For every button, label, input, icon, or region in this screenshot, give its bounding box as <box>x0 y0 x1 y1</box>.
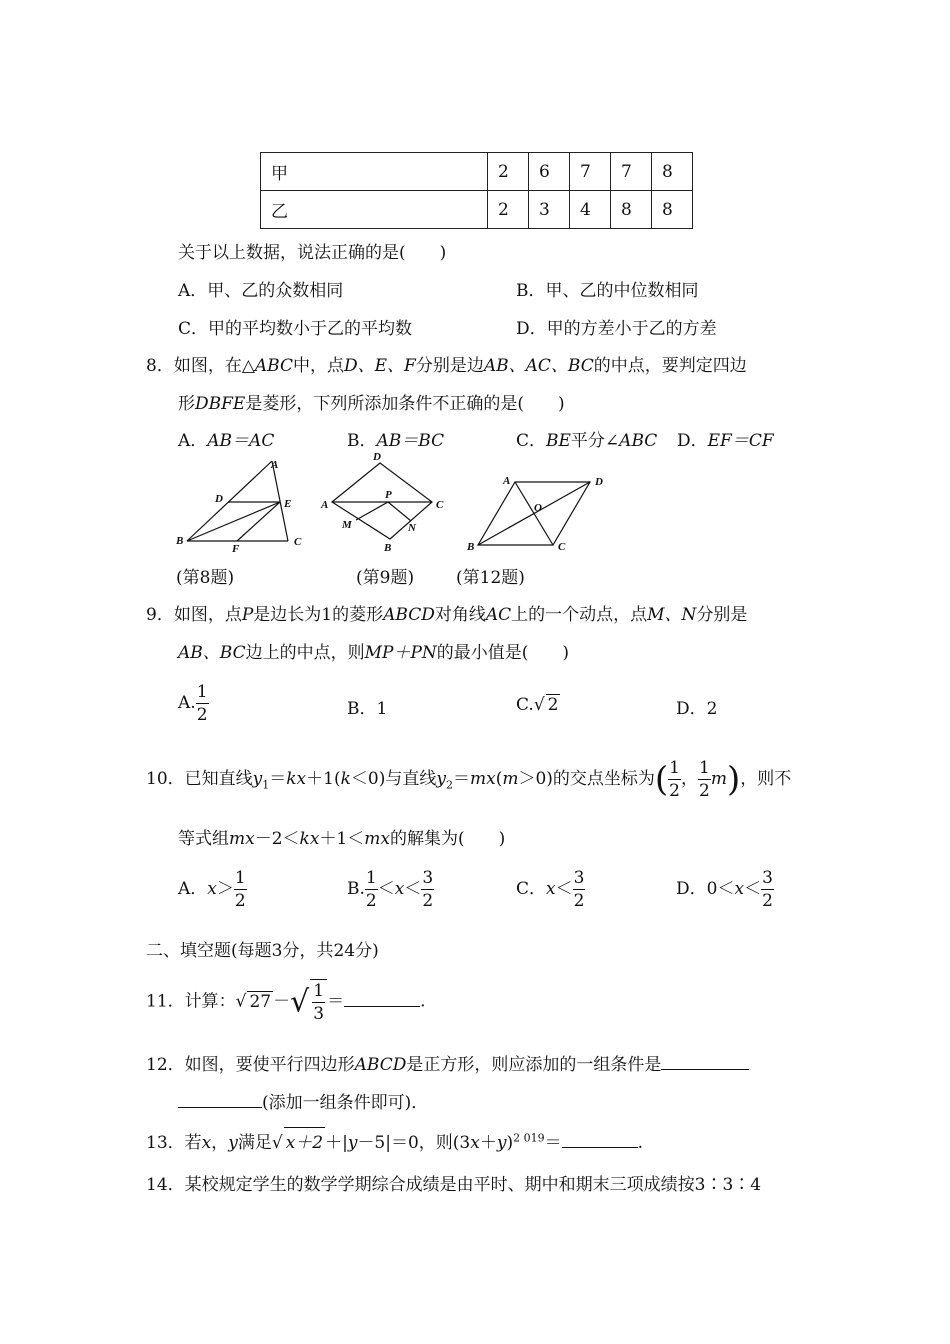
q9-option-d: D．2 <box>676 699 718 719</box>
denominator: 2 <box>422 891 434 911</box>
table-cell: 7 <box>611 153 652 191</box>
label: A. <box>178 693 196 713</box>
q10-option-b <box>347 867 434 912</box>
text: 中，点 <box>293 356 344 376</box>
text: ＋1＜ <box>319 829 365 849</box>
text: 如图，点 <box>173 605 242 625</box>
text: ＝ <box>544 1133 562 1153</box>
section-heading: 二、填空题(每题3分，共24分) <box>146 941 379 961</box>
q11-number: 11． <box>146 991 185 1012</box>
fraction <box>310 979 327 1025</box>
text: . <box>420 991 426 1012</box>
math: y <box>347 1133 358 1153</box>
math: ABCD <box>354 1055 407 1075</box>
math: ABC <box>254 356 293 376</box>
subscript: 1 <box>262 778 270 792</box>
q12-number: 12． <box>146 1055 185 1075</box>
answer-blank[interactable] <box>344 988 420 1007</box>
text: 已知直线 <box>184 769 253 789</box>
text: 的最小值是( ) <box>436 643 570 663</box>
label-a: A <box>321 499 329 511</box>
label: C． <box>516 431 547 451</box>
text: ＋ <box>479 1133 497 1153</box>
text: ＜0)与直线 <box>350 769 437 789</box>
numerator: 1 <box>365 868 377 888</box>
denominator: 2 <box>196 705 208 725</box>
label-a: A <box>271 459 279 471</box>
math: AC <box>485 605 512 625</box>
table-cell: 7 <box>570 153 611 191</box>
fraction <box>668 757 681 802</box>
math: D、E、F <box>344 356 416 376</box>
label-d: D <box>215 493 223 505</box>
q8-line2 <box>178 389 565 414</box>
label: B. <box>347 879 365 899</box>
radicand: x＋2 <box>284 1127 325 1153</box>
q9-line2 <box>178 638 569 663</box>
math: ABC <box>619 431 658 451</box>
label-m: M <box>342 519 352 531</box>
numerator: 3 <box>573 868 585 888</box>
q10-option-d <box>676 867 774 912</box>
exponent: 2 019 <box>513 1131 545 1145</box>
math: mx <box>469 769 496 789</box>
numerator: 1 <box>699 758 710 778</box>
table-cell: 6 <box>529 153 570 191</box>
fraction <box>698 757 711 802</box>
q7-option-d: D．甲的方差小于乙的方差 <box>516 319 717 339</box>
label-c: C <box>294 536 302 548</box>
q7-option-c: C．甲的平均数小于乙的平均数 <box>178 319 413 339</box>
q10-line1 <box>146 757 791 802</box>
table-cell: 8 <box>611 191 652 229</box>
text: ＞0)的交点坐标为 <box>518 769 655 789</box>
text: 如图，在△ <box>173 356 255 376</box>
line-pn <box>388 502 411 521</box>
math: x <box>470 1133 480 1153</box>
math: y <box>228 1133 238 1153</box>
text: 是正方形，则应添加的一组条件是 <box>406 1055 662 1075</box>
text: ＜ <box>377 879 395 899</box>
text: 是菱形，下列所添加条件不正确的是( ) <box>245 394 565 414</box>
text: (添加一组条件即可)． <box>262 1093 429 1113</box>
label-d: D <box>373 451 381 463</box>
text: ， <box>681 769 698 789</box>
label-b: B <box>176 535 184 547</box>
text: ＜ <box>744 879 762 899</box>
q10-option-a <box>178 867 247 912</box>
q10-line2 <box>178 824 505 849</box>
text: 边上的中点，则 <box>245 643 365 663</box>
answer-blank[interactable] <box>661 1051 749 1070</box>
q12-line2 <box>178 1088 428 1113</box>
q11: 11．计算：√ 27 －√ $\frac{1}{3}$ ＝ . <box>146 981 426 1024</box>
text: 满足 <box>237 1133 272 1153</box>
math: kx <box>299 829 320 849</box>
label: B． <box>347 431 377 451</box>
q7-option-a: A．甲、乙的众数相同 <box>178 281 344 301</box>
table-cell: 4 <box>570 191 611 229</box>
text: ＝ <box>327 991 345 1012</box>
denominator: 2 <box>365 891 377 911</box>
figure-12 <box>462 470 612 556</box>
fraction <box>761 867 774 912</box>
numerator: 1 <box>669 758 680 778</box>
label: C． <box>516 879 547 899</box>
math: AB、BC <box>178 643 246 663</box>
text: ( <box>495 769 503 789</box>
label-o: O <box>534 502 542 514</box>
label: D． <box>677 431 708 451</box>
text: 等式组 <box>178 829 229 849</box>
math: mx <box>364 829 390 849</box>
label-a: A <box>503 475 511 487</box>
q8-option-c <box>516 426 657 451</box>
table-cell: 2 <box>488 191 529 229</box>
q12-line1 <box>146 1050 749 1075</box>
text: 计算： <box>184 991 236 1012</box>
line-fe <box>237 502 280 541</box>
q7-option-b: B．甲、乙的中位数相同 <box>516 281 699 301</box>
math: y <box>496 1133 507 1153</box>
text: －5|＝0，则(3 <box>357 1133 471 1153</box>
denominator: 2 <box>234 891 246 911</box>
text: 若 <box>184 1133 202 1153</box>
label-c: C <box>436 499 444 511</box>
text: 的中点，要判定四边 <box>593 356 747 376</box>
text: ， <box>211 1133 229 1153</box>
q9-option-b: B．1 <box>347 699 388 719</box>
label: D． <box>676 879 707 899</box>
q9-number: 9． <box>146 605 174 625</box>
fraction <box>365 867 378 912</box>
denominator: 2 <box>699 781 710 801</box>
math: y <box>252 769 263 789</box>
numerator: 1 <box>196 682 208 702</box>
radicand: 27 <box>249 991 272 1012</box>
line-be <box>187 502 280 541</box>
text: ＋| <box>325 1133 348 1153</box>
caption-fig8: (第8题) <box>176 568 235 588</box>
text: ) <box>506 1133 514 1153</box>
math: M、N <box>647 605 697 625</box>
q7-stem: 关于以上数据，说法正确的是( ) <box>178 243 447 263</box>
math: BE <box>546 431 571 451</box>
math: x <box>201 1133 212 1153</box>
denominator: 2 <box>573 891 585 911</box>
math: EF＝CF <box>707 431 774 451</box>
radicand: 2 <box>547 695 559 715</box>
text: 分别是边 <box>415 356 484 376</box>
answer-blank[interactable] <box>562 1129 638 1148</box>
numerator: 1 <box>313 981 325 1001</box>
label-f: F <box>232 543 240 555</box>
math: DBFE <box>195 394 246 414</box>
subscript: 2 <box>445 778 453 792</box>
row-name: 乙 <box>261 191 488 229</box>
denominator: 2 <box>669 781 680 801</box>
q14 <box>146 1170 761 1195</box>
caption-fig12: (第12题) <box>456 568 525 588</box>
paren-open: ( <box>654 759 669 800</box>
table-cell: 2 <box>488 153 529 191</box>
row-name: 甲 <box>261 153 488 191</box>
root-sign: √ <box>290 984 310 1020</box>
q13: 13．若x，y满足√ x＋2 ＋|y－5|＝0，则$(3x+y)^{2 019}=$ . <box>146 1127 643 1153</box>
math: P <box>241 605 254 625</box>
math: AB、AC、BC <box>483 356 594 376</box>
table-row <box>261 191 693 229</box>
text: 如图，要使平行四边形 <box>184 1055 355 1075</box>
label-b: B <box>467 541 475 553</box>
caption-fig9: (第9题) <box>356 568 415 588</box>
math: AB＝BC <box>376 431 445 451</box>
numerator: 3 <box>422 868 434 888</box>
numerator: 1 <box>234 868 246 888</box>
math: k <box>340 769 351 789</box>
label: A． <box>178 879 208 899</box>
q8-number: 8． <box>146 356 174 376</box>
label: C. <box>516 695 534 715</box>
label: A． <box>178 431 208 451</box>
math: AB＝AC <box>207 431 275 451</box>
text: －2＜ <box>254 829 300 849</box>
text: 0＜ <box>706 879 735 899</box>
label-b: B <box>384 542 392 554</box>
label-n: N <box>408 522 416 534</box>
text: 形 <box>178 394 195 414</box>
text: 对角线 <box>434 605 486 625</box>
q9-line1 <box>146 600 747 625</box>
q14-number: 14． <box>146 1175 185 1195</box>
text: ＝ <box>452 769 470 789</box>
table-cell: 8 <box>652 191 693 229</box>
math: m <box>710 769 727 789</box>
q9-option-a <box>178 681 209 726</box>
math: y <box>436 769 446 789</box>
text: － <box>273 991 291 1012</box>
math: x <box>207 879 217 899</box>
figure-9 <box>318 450 450 554</box>
text: ＜ <box>555 879 573 899</box>
text: 是边长为1的菱形 <box>253 605 384 625</box>
fraction <box>421 867 434 912</box>
text: . <box>637 1133 643 1153</box>
q9-option-c: C.√ 2 <box>516 695 559 715</box>
text: ＞ <box>216 879 234 899</box>
q8-line1 <box>146 351 747 376</box>
fraction <box>234 867 247 912</box>
math: mx <box>229 829 255 849</box>
math: MP＋PN <box>364 643 437 663</box>
math: kx <box>286 769 307 789</box>
label-d: D <box>595 476 603 488</box>
figure-8 <box>170 452 310 556</box>
table-cell: 3 <box>529 191 570 229</box>
text: 某校规定学生的数学学期综合成绩是由平时、期中和期末三项成绩按3∶3∶4 <box>184 1175 762 1195</box>
answer-blank[interactable] <box>178 1089 262 1108</box>
math: x <box>394 879 405 899</box>
label-e: E <box>284 498 292 510</box>
score-table <box>260 152 693 229</box>
q10-option-c <box>516 867 585 912</box>
text: ＝ <box>269 769 287 789</box>
math: ABCD <box>383 605 435 625</box>
label-c: C <box>558 541 566 553</box>
text: ＋1( <box>306 769 341 789</box>
math: x <box>546 879 556 899</box>
text: 的解集为( ) <box>389 829 506 849</box>
fraction <box>196 681 209 726</box>
numerator: 3 <box>762 868 773 888</box>
q13-number: 13． <box>146 1133 185 1153</box>
fraction <box>573 867 586 912</box>
math: x <box>734 879 745 899</box>
line-ab <box>187 461 272 541</box>
denominator: 2 <box>762 891 773 911</box>
text: ，则不 <box>740 769 792 789</box>
math: m <box>502 769 519 789</box>
text: 平分∠ <box>570 431 620 451</box>
text: ＜ <box>404 879 422 899</box>
line-mp <box>356 502 388 520</box>
table-row <box>261 153 693 191</box>
q10-number: 10． <box>146 769 185 789</box>
q8-option-a <box>178 426 274 451</box>
label-p: P <box>385 489 392 501</box>
q8-option-d <box>677 426 774 451</box>
denominator: 3 <box>313 1004 325 1024</box>
paren-close: ) <box>726 759 741 800</box>
text: 上的一个动点，点 <box>511 605 648 625</box>
table-cell: 8 <box>652 153 693 191</box>
text: 分别是 <box>696 605 748 625</box>
q8-option-b <box>347 426 444 451</box>
